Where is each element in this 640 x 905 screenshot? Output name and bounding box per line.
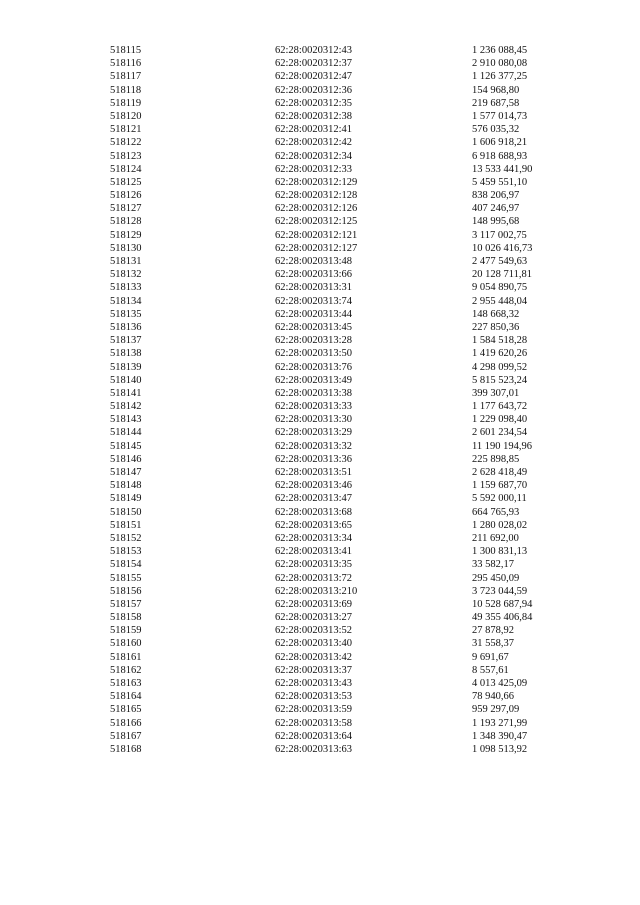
- cadastral-value: 6 918 688,93: [472, 150, 528, 162]
- table-row: [110, 690, 550, 703]
- cadastral-value: 11 190 194,96: [472, 440, 532, 452]
- cadastral-value: 2 910 080,08: [472, 58, 528, 70]
- table-row: [110, 255, 550, 268]
- row-id: 518145: [110, 440, 142, 452]
- cadastral-number: 62:28:0020312:126: [275, 203, 358, 215]
- row-id: 518149: [110, 493, 142, 505]
- table-row: [110, 334, 550, 347]
- table-row: [110, 492, 550, 505]
- cadastral-value: 1 177 643,72: [472, 401, 528, 413]
- cadastral-number: 62:28:0020313:69: [275, 598, 353, 610]
- cadastral-value: 1 606 918,21: [472, 137, 528, 149]
- row-id: 518151: [110, 519, 142, 531]
- row-id: 518132: [110, 269, 142, 281]
- cadastral-value: 1 280 028,02: [472, 519, 528, 531]
- row-id: 518130: [110, 242, 142, 254]
- cadastral-number: 62:28:0020313:74: [275, 295, 353, 307]
- cadastral-value: 1 584 518,28: [472, 335, 528, 347]
- cadastral-value: 20 128 711,81: [472, 269, 532, 281]
- cadastral-value: 399 307,01: [472, 387, 520, 399]
- table-row: [110, 637, 550, 650]
- cadastral-number: 62:28:0020313:64: [275, 730, 353, 742]
- row-id: 518128: [110, 216, 142, 228]
- row-id: 518154: [110, 559, 142, 571]
- cadastral-value: 664 765,93: [472, 506, 520, 518]
- cadastral-number: 62:28:0020312:128: [275, 190, 358, 202]
- data-table: [110, 44, 550, 756]
- table-row: [110, 519, 550, 532]
- table-row: [110, 242, 550, 255]
- row-id: 518138: [110, 348, 142, 360]
- cadastral-value: 2 628 418,49: [472, 467, 528, 478]
- table-row: [110, 651, 550, 664]
- row-id: 518123: [110, 150, 142, 162]
- cadastral-number: 62:28:0020312:34: [275, 150, 353, 162]
- cadastral-value: 10 026 416,73: [472, 242, 533, 254]
- cadastral-value: 1 193 271,99: [472, 717, 528, 729]
- cadastral-value: 959 297,09: [472, 704, 520, 716]
- row-id: 518137: [110, 335, 142, 347]
- cadastral-number: 62:28:0020313:51: [275, 467, 353, 478]
- row-id: 518129: [110, 229, 142, 241]
- cadastral-number: 62:28:0020313:32: [275, 440, 353, 452]
- cadastral-value: 3 723 044,59: [472, 585, 528, 597]
- row-id: 518139: [110, 361, 142, 373]
- cadastral-number: 62:28:0020313:49: [275, 374, 353, 386]
- table-row: [110, 572, 550, 585]
- cadastral-value: 576 035,32: [472, 124, 520, 136]
- cadastral-number: 62:28:0020313:31: [275, 282, 353, 294]
- row-id: 518131: [110, 256, 142, 267]
- cadastral-number: 62:28:0020313:27: [275, 612, 353, 624]
- table-row: [110, 545, 550, 558]
- table-row: [110, 387, 550, 400]
- cadastral-number: 62:28:0020313:42: [275, 651, 353, 663]
- cadastral-number: 62:28:0020313:58: [275, 717, 353, 729]
- row-id: 518116: [110, 58, 142, 70]
- row-id: 518165: [110, 704, 142, 716]
- cadastral-number: 62:28:0020313:41: [275, 546, 353, 558]
- row-id: 518118: [110, 84, 142, 96]
- row-id: 518158: [110, 612, 142, 624]
- table-row: [110, 202, 550, 215]
- cadastral-number: 62:28:0020313:72: [275, 572, 353, 584]
- cadastral-number: 62:28:0020313:52: [275, 625, 353, 637]
- table-row: [110, 624, 550, 637]
- cadastral-value: 148 995,68: [472, 216, 520, 228]
- row-id: 518156: [110, 585, 142, 597]
- table-row: [110, 400, 550, 413]
- row-id: 518134: [110, 295, 142, 307]
- row-id: 518119: [110, 97, 142, 109]
- cadastral-number: 62:28:0020312:47: [275, 71, 353, 83]
- table-row: [110, 150, 550, 163]
- table-row: [110, 44, 550, 57]
- table-row: [110, 611, 550, 624]
- row-id: 518141: [110, 387, 142, 399]
- table-row: [110, 466, 550, 479]
- cadastral-value: 219 687,58: [472, 97, 520, 109]
- row-id: 518153: [110, 546, 142, 558]
- table-row: [110, 57, 550, 70]
- table-row: [110, 215, 550, 228]
- cadastral-value: 5 592 000,11: [472, 493, 527, 505]
- cadastral-number: 62:28:0020313:44: [275, 308, 353, 320]
- table-row: [110, 730, 550, 743]
- cadastral-value: 4 013 425,09: [472, 678, 528, 689]
- table-row: [110, 136, 550, 149]
- cadastral-value: 13 533 441,90: [472, 163, 533, 175]
- row-id: 518150: [110, 506, 142, 518]
- cadastral-number: 62:28:0020313:76: [275, 361, 353, 373]
- table-row: [110, 110, 550, 123]
- cadastral-number: 62:28:0020312:41: [275, 124, 353, 136]
- cadastral-number: 62:28:0020313:53: [275, 691, 353, 703]
- table-row: [110, 295, 550, 308]
- row-id: 518133: [110, 282, 142, 294]
- table-row: [110, 97, 550, 110]
- table-row: [110, 189, 550, 202]
- cadastral-number: 62:28:0020313:40: [275, 638, 353, 650]
- table-row: [110, 268, 550, 281]
- cadastral-value: 1 126 377,25: [472, 71, 528, 83]
- cadastral-value: 4 298 099,52: [472, 361, 528, 373]
- row-id: 518142: [110, 401, 142, 413]
- cadastral-value: 295 450,09: [472, 572, 520, 584]
- table-row: [110, 308, 550, 321]
- cadastral-number: 62:28:0020312:43: [275, 45, 353, 56]
- table-row: [110, 479, 550, 492]
- cadastral-value: 211 692,00: [472, 532, 519, 544]
- cadastral-value: 1 229 098,40: [472, 414, 528, 426]
- row-id: 518159: [110, 625, 142, 637]
- row-id: 518167: [110, 730, 142, 742]
- cadastral-number: 62:28:0020313:68: [275, 506, 353, 518]
- row-id: 518161: [110, 651, 142, 663]
- row-id: 518148: [110, 480, 142, 492]
- table-row: [110, 664, 550, 677]
- cadastral-number: 62:28:0020313:29: [275, 427, 353, 439]
- cadastral-value: 227 850,36: [472, 321, 520, 333]
- cadastral-value: 2 477 549,63: [472, 256, 528, 267]
- cadastral-number: 62:28:0020312:37: [275, 58, 353, 70]
- cadastral-value: 154 968,80: [472, 84, 520, 96]
- table-row: [110, 717, 550, 730]
- table-row: [110, 532, 550, 545]
- row-id: 518144: [110, 427, 142, 439]
- table-row: [110, 374, 550, 387]
- cadastral-value: 1 348 390,47: [472, 730, 528, 742]
- cadastral-value: 5 459 551,10: [472, 176, 528, 188]
- cadastral-value: 1 236 088,45: [472, 45, 528, 56]
- cadastral-number: 62:28:0020313:35: [275, 559, 353, 571]
- row-id: 518140: [110, 374, 142, 386]
- table-row: [110, 84, 550, 97]
- row-id: 518143: [110, 414, 142, 426]
- cadastral-value: 838 206,97: [472, 190, 520, 202]
- row-id: 518168: [110, 743, 142, 755]
- cadastral-number: 62:28:0020312:36: [275, 84, 353, 96]
- cadastral-number: 62:28:0020313:210: [275, 585, 358, 597]
- cadastral-number: 62:28:0020313:65: [275, 519, 353, 531]
- row-id: 518122: [110, 137, 142, 149]
- cadastral-number: 62:28:0020313:48: [275, 256, 353, 267]
- cadastral-value: 1 159 687,70: [472, 480, 528, 492]
- table-row: [110, 585, 550, 598]
- table-row: [110, 229, 550, 242]
- cadastral-number: 62:28:0020313:43: [275, 678, 353, 689]
- row-id: 518163: [110, 678, 142, 689]
- table-row: [110, 506, 550, 519]
- table-row: [110, 281, 550, 294]
- table-row: [110, 453, 550, 466]
- cadastral-number: 62:28:0020312:42: [275, 137, 353, 149]
- cadastral-number: 62:28:0020313:47: [275, 493, 353, 505]
- cadastral-number: 62:28:0020313:63: [275, 743, 353, 755]
- cadastral-value: 1 577 014,73: [472, 110, 528, 122]
- cadastral-value: 10 528 687,94: [472, 598, 533, 610]
- table-row: [110, 163, 550, 176]
- row-id: 518124: [110, 163, 142, 175]
- cadastral-value: 407 246,97: [472, 203, 520, 215]
- table-row: [110, 361, 550, 374]
- cadastral-number: 62:28:0020313:50: [275, 348, 353, 360]
- row-id: 518162: [110, 664, 142, 676]
- table-row: [110, 440, 550, 453]
- row-id: 518117: [110, 71, 142, 83]
- table-row: [110, 413, 550, 426]
- cadastral-value: 49 355 406,84: [472, 612, 533, 624]
- cadastral-value: 2 955 448,04: [472, 295, 528, 307]
- table-row: [110, 123, 550, 136]
- cadastral-value: 27 878,92: [472, 625, 514, 637]
- table-row: [110, 743, 550, 756]
- cadastral-value: 33 582,17: [472, 559, 514, 571]
- row-id: 518125: [110, 176, 142, 188]
- row-id: 518146: [110, 453, 142, 465]
- row-id: 518120: [110, 110, 142, 122]
- cadastral-value: 1 300 831,13: [472, 546, 528, 558]
- cadastral-value: 5 815 523,24: [472, 374, 528, 386]
- row-id: 518164: [110, 691, 142, 703]
- row-id: 518147: [110, 467, 142, 478]
- cadastral-number: 62:28:0020312:33: [275, 163, 353, 175]
- row-id: 518166: [110, 717, 142, 729]
- row-id: 518135: [110, 308, 142, 320]
- table-row: [110, 703, 550, 716]
- table-row: [110, 426, 550, 439]
- row-id: 518155: [110, 572, 142, 584]
- row-id: 518157: [110, 598, 142, 610]
- cadastral-number: 62:28:0020312:35: [275, 97, 353, 109]
- row-id: 518136: [110, 321, 142, 333]
- cadastral-number: 62:28:0020313:36: [275, 453, 353, 465]
- cadastral-number: 62:28:0020313:33: [275, 401, 353, 413]
- cadastral-number: 62:28:0020313:45: [275, 321, 353, 333]
- cadastral-number: 62:28:0020312:38: [275, 110, 353, 122]
- table-row: [110, 321, 550, 334]
- cadastral-value: 8 557,61: [472, 664, 509, 676]
- cadastral-value: 148 668,32: [472, 308, 520, 320]
- table-row: [110, 176, 550, 189]
- cadastral-number: 62:28:0020312:129: [275, 176, 358, 188]
- cadastral-number: 62:28:0020313:46: [275, 480, 353, 492]
- cadastral-value: 2 601 234,54: [472, 427, 528, 439]
- cadastral-value: 9 054 890,75: [472, 282, 528, 294]
- cadastral-value: 9 691,67: [472, 651, 509, 663]
- cadastral-value: 1 098 513,92: [472, 743, 528, 755]
- cadastral-value: 225 898,85: [472, 453, 520, 465]
- cadastral-number: 62:28:0020313:28: [275, 335, 353, 347]
- cadastral-number: 62:28:0020313:34: [275, 532, 353, 544]
- cadastral-number: 62:28:0020313:59: [275, 704, 353, 716]
- cadastral-value: 3 117 002,75: [472, 229, 527, 241]
- row-id: 518127: [110, 203, 142, 215]
- cadastral-number: 62:28:0020313:66: [275, 269, 353, 281]
- cadastral-number: 62:28:0020312:125: [275, 216, 358, 228]
- cadastral-number: 62:28:0020312:121: [275, 229, 358, 241]
- row-id: 518121: [110, 124, 142, 136]
- cadastral-number: 62:28:0020313:37: [275, 664, 353, 676]
- table-row: [110, 598, 550, 611]
- cadastral-value: 1 419 620,26: [472, 348, 528, 360]
- row-id: 518160: [110, 638, 142, 650]
- table-row: [110, 347, 550, 360]
- row-id: 518115: [110, 45, 142, 56]
- cadastral-number: 62:28:0020313:38: [275, 387, 353, 399]
- table-row: [110, 558, 550, 571]
- table-row: [110, 677, 550, 690]
- cadastral-number: 62:28:0020313:30: [275, 414, 353, 426]
- cadastral-value: 31 558,37: [472, 638, 514, 650]
- table-row: [110, 70, 550, 83]
- row-id: 518126: [110, 190, 142, 202]
- cadastral-value: 78 940,66: [472, 691, 514, 703]
- row-id: 518152: [110, 532, 142, 544]
- cadastral-number: 62:28:0020312:127: [275, 242, 358, 254]
